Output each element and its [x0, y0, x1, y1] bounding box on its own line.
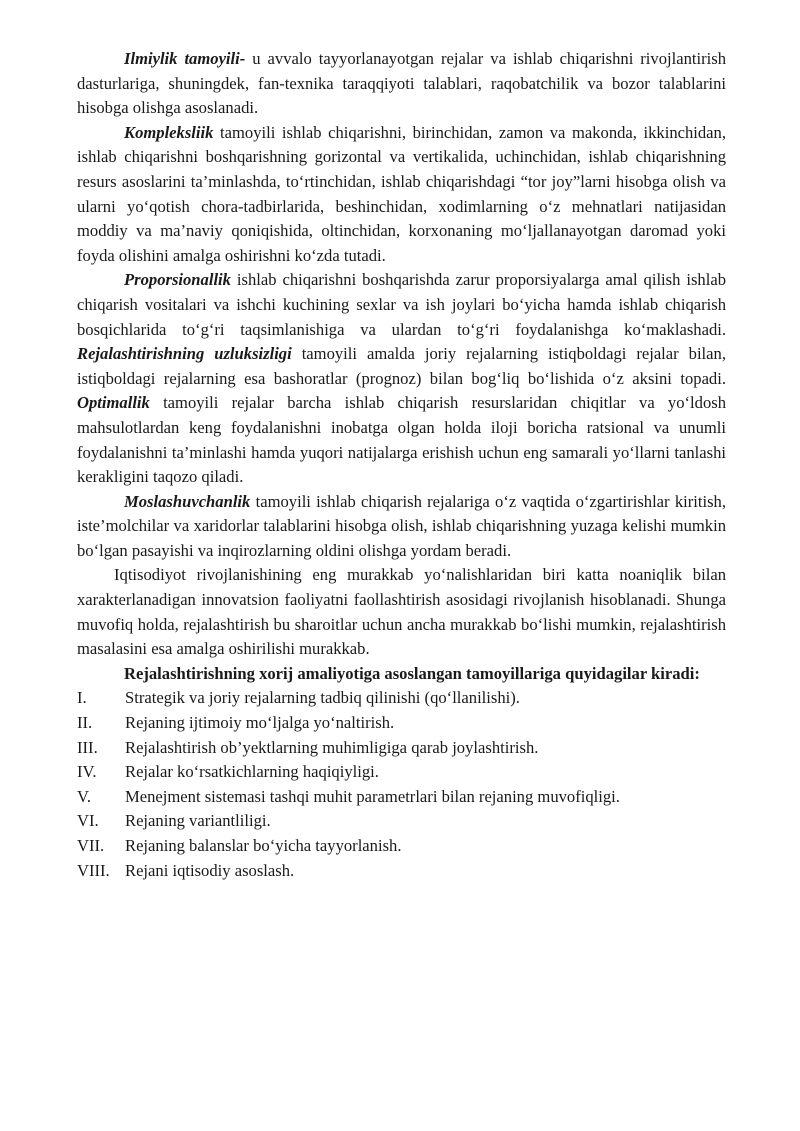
list-item — [77, 785, 726, 810]
list-item-text: Rejaning balanslar bo‘yicha tayyorlanish. — [125, 836, 402, 855]
list-item-text: Rejani iqtisodiy asoslash. — [125, 860, 295, 880]
paragraph-text: tamoyili ishlab chiqarish rejalariga o‘z vaqtida o‘zgartirishlar kiritish, iste’molchilar va xaridorlar talablarini hisobga olish, ishlab chiqarishning yuzaga kelishi mumkin bo‘lgan pasayishi va inqirozlarning oldini olishga yordam beradi. — [77, 491, 726, 560]
list-item — [77, 859, 726, 884]
list-item-text: Rejaning variantliligi. — [125, 811, 271, 831]
term-uzluksizlik: Rejalashtirishning uzluksizligi — [77, 344, 292, 364]
list-number: VII. — [77, 836, 105, 855]
paragraph-iqtisodiyot: Iqtisodiyot rivojlanishining eng murakkab yo‘nalishlaridan biri katta noaniqlik bilan xarakterlanadigan innovatsion faoliyatni faollashtirish asosidagi rivojlanish hisoblanadi. Shunga muvofiq holda, rejalashtirish bu sharoitlar uchun ancha murakkab bo‘lishi mumkin, rejalashtirish masalasini esa amalga oshirilishi murakkab. — [77, 565, 726, 659]
list-item — [77, 686, 726, 711]
paragraph-ilmiylik — [77, 47, 726, 121]
term-optimallik: Optimallik — [77, 393, 150, 413]
term-kompleksliik: Kompleksliik — [124, 122, 214, 142]
list-number: III. — [77, 737, 98, 757]
list-number: V. — [77, 786, 91, 806]
paragraph-text: u avvalo tayyorlanayotgan rejalar va ishlab chiqarishni rivojlantirish dasturlariga, shuningdek, fan-texnika taraqqiyoti talablari, raqobatchilik va bozor talablarini hisobga olishga asoslanadi. — [77, 49, 727, 118]
paragraph-kompleksliik — [77, 121, 726, 269]
paragraph-text: tamoyili amalda joriy rejalarning istiqboldagi rejalar bilan, istiqboldagi rejalarning esa bashoratlar (prognoz) bilan bog‘liq bo‘lishida o‘z aksini topadi. — [77, 344, 726, 388]
list-number: IV. — [77, 762, 97, 782]
term-ilmiylik: Ilmiylik tamoyili- — [124, 49, 246, 68]
list-item — [77, 711, 726, 736]
section-heading: Rejalashtirishning xorij amaliyotiga asoslangan tamoyillariga quyidagilar kiradi: — [124, 663, 700, 683]
list-number: VIII. — [77, 860, 110, 880]
list-item — [77, 809, 726, 834]
principles-list — [77, 686, 726, 883]
list-item-text: Rejaning ijtimoiy mo‘ljalga yo‘naltirish. — [125, 713, 395, 733]
paragraph-text: tamoyili ishlab chiqarishni, birinchidan, zamon va makonda, ikkinchidan, ishlab chiqarishni boshqarishning gorizontal va vertikalida, uchinchidan, ishlab chiqarishning resurs asoslarini ta’minlashda, to‘rtinchidan, ishlab chiqarishdagi “tor joy”larni hisobga olish va ularni yo‘qotish chora-tadbirlarida, beshinchidan, xodimlarning o‘z mehnatlari natijasidan moddiy va ma’naviy qoniqishida, oltinchidan, korxonaning mo‘ljallanayotgan daromad yoki foyda olishini amalga oshirishni ko‘zda tutadi. — [77, 122, 726, 265]
list-item-text: Menejment sistemasi tashqi muhit parametrlari bilan rejaning muvofiqligi. — [125, 786, 620, 806]
list-item — [77, 736, 726, 761]
paragraph-proporsionallik — [77, 268, 726, 489]
paragraph-text: ishlab chiqarishni boshqarishda zarur proporsiyalarga amal qilish ishlab chiqarish vositalari va ishchi kuchining sexlar va ish joylari bo‘yicha hamda ishlab chiqarish bosqichlarida to‘g‘ri taqsimlanishiga va ulardan to‘g‘ri foydalanishga ko‘maklashadi. — [77, 270, 726, 339]
list-item — [77, 834, 726, 859]
list-item-text: Strategik va joriy rejalarning tadbiq qilinishi (qo‘llanilishi). — [125, 688, 520, 708]
paragraph-text: tamoyili rejalar barcha ishlab chiqarish resurslaridan chiqitlar va yo‘ldosh mahsulotlardan keng foydalanishni inobatga olgan holda iloji boricha ratsional va unumli foydalanishni ta’minlashi hamda yuqori natijalarga erishish uchun eng samarali yo‘llarni tanlashi kerakligini taqozo qiladi. — [77, 393, 726, 487]
list-item — [77, 760, 726, 785]
list-number: II. — [77, 713, 93, 733]
list-number: VI. — [77, 811, 99, 831]
term-proporsionallik: Proporsionallik — [124, 270, 231, 290]
list-number: I. — [77, 688, 87, 708]
term-moslashuvchanlik: Moslashuvchanlik — [124, 491, 251, 511]
list-item-text: Rejalar ko‘rsatkichlarning haqiqiyligi. — [125, 762, 379, 782]
paragraph-moslashuvchanlik — [77, 490, 726, 564]
list-item-text: Rejalashtirish ob’yektlarning muhimligiga qarab joylashtirish. — [125, 737, 539, 757]
